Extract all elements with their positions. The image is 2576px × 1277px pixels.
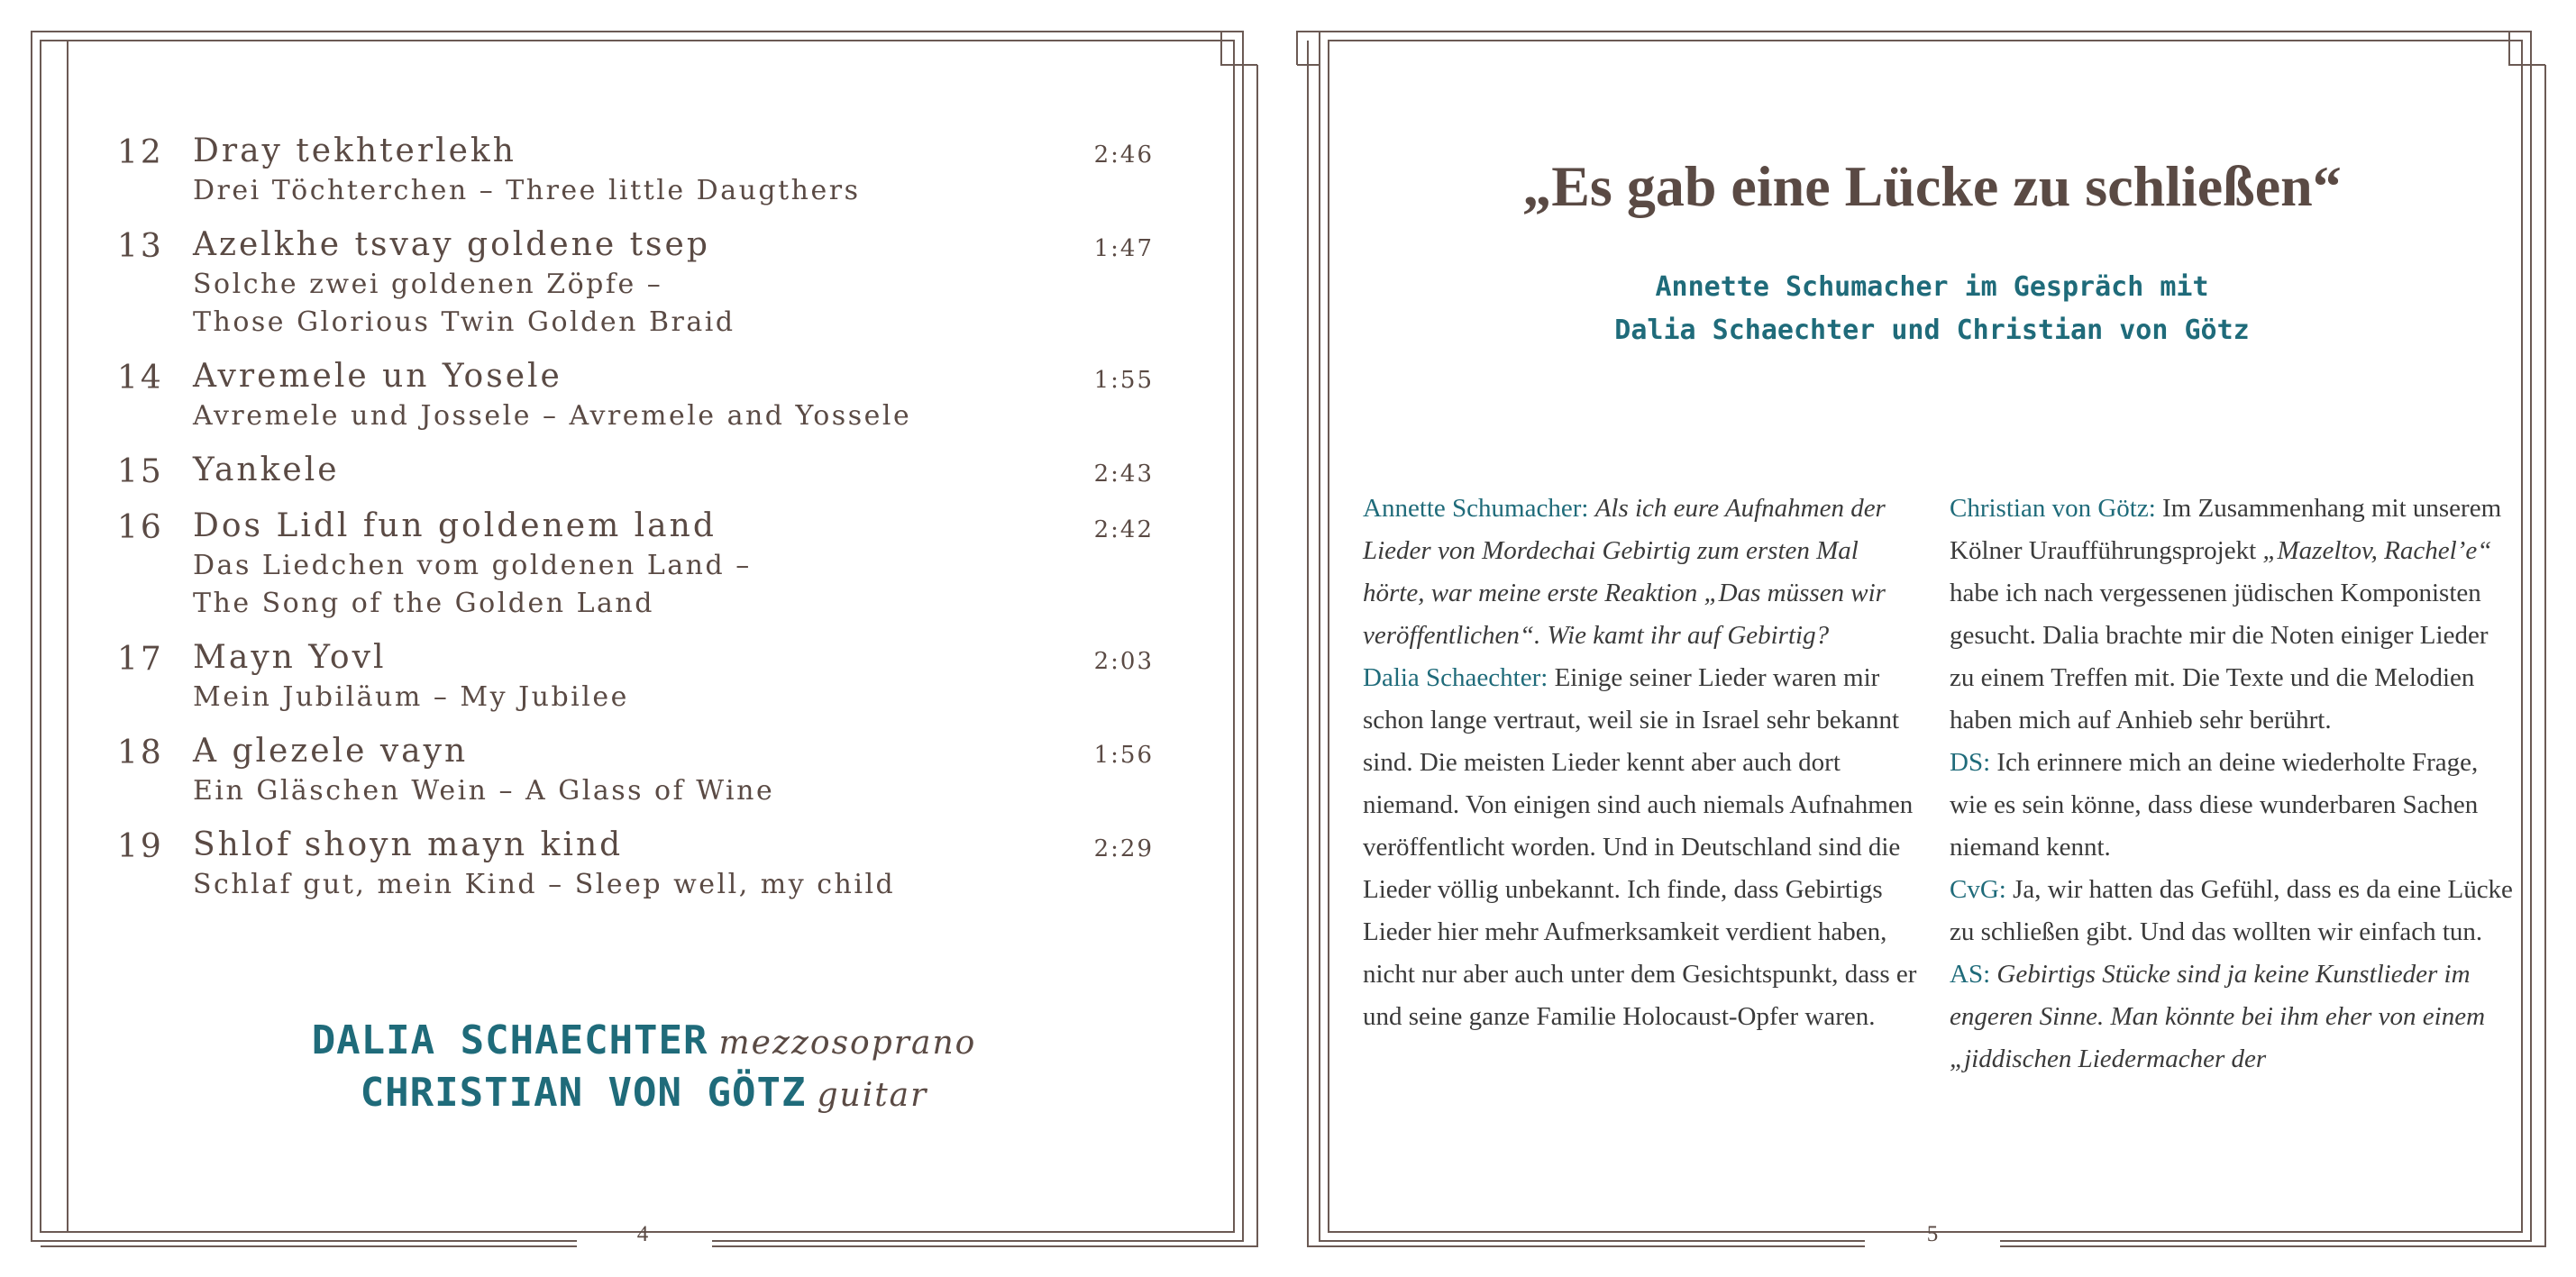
subtitle-line: Annette Schumacher im Gespräch mit <box>1655 271 2209 303</box>
track-subtitle: Mein Jubiläum – My Jubilee <box>193 681 629 713</box>
track-title: Dos Lidl fun goldenem land <box>193 507 717 544</box>
track-title: Mayn Yovl <box>193 639 387 676</box>
track-item <box>117 131 1154 210</box>
speaker-label: Annette Schumacher: <box>1363 494 1589 523</box>
track-item <box>117 731 1154 810</box>
interview-column-left <box>1363 488 1926 1038</box>
booklet-page-right <box>1288 0 2576 1277</box>
subtitle-line: Dalia Schaechter und Christian von Götz <box>1614 315 2250 346</box>
interview-paragraph <box>1950 488 2513 742</box>
answer-text: Einige seiner Lieder waren mir schon lange vertraut, weil sie in Israel sehr bekannt sind. Die meisten Lieder kennt aber auch dort niemand. Von einigen sind auch niemals Aufnahmen veröffentlicht worden. Und in Deutschland sind die Lieder völlig unbekannt. Ich finde, dass Gebirtigs Lieder hier mehr Aufmerksamkeit verdient haben, nicht nur aber auch unter dem Gesichtspunkt, dass er und seine ganze Familie Holocaust-Opfer waren. <box>1363 663 1917 1031</box>
page-number: 4 <box>636 1222 649 1246</box>
track-duration: 2:29 <box>1093 835 1154 862</box>
answer-text: Ich erinnere mich an deine wiederholte Frage, wie es sein könne, dass diese wunderbaren Sachen niemand kennt. <box>1950 748 2479 862</box>
track-duration: 2:03 <box>1093 648 1154 675</box>
question-text: Gebirtigs Stücke sind ja keine Kunstlieder im engeren Sinne. Man könnte bei ihm eher von einem „jiddischen Liedermacher der <box>1950 960 2486 1073</box>
answer-text: Im Zusammenhang mit unserem Kölner Uraufführungsprojekt <box>1950 494 2502 565</box>
credit-line <box>0 1067 1288 1119</box>
track-duration: 1:47 <box>1093 235 1154 262</box>
track-item <box>117 450 1154 491</box>
interview-paragraph <box>1363 657 1926 1038</box>
track-number: 12 <box>117 134 164 171</box>
track-duration: 2:42 <box>1093 516 1154 543</box>
project-title: „Mazeltov, Rachel’e“ <box>2262 536 2492 565</box>
track-item <box>117 825 1154 904</box>
answer-text: habe ich nach vergessenen jüdischen Komponisten gesucht. Dalia brachte mir die Noten einiger Lieder zu einem Treffen mit. Die Texte und die Melodien haben mich auf Anhieb sehr berührt. <box>1950 579 2489 734</box>
track-number: 15 <box>117 453 164 490</box>
performer-name: CHRISTIAN VON GÖTZ <box>360 1070 807 1116</box>
performer-credits <box>0 1015 1288 1119</box>
speaker-label: DS: <box>1950 748 1991 777</box>
track-title: Shlof shoyn mayn kind <box>193 826 624 863</box>
track-duration: 1:56 <box>1093 742 1154 769</box>
track-title: Dray tekhterlekh <box>193 132 516 169</box>
track-subtitle: Solche zwei goldenen Zöpfe – Those Glorious Twin Golden Braid <box>193 269 735 338</box>
track-number: 19 <box>117 828 164 865</box>
track-subtitle: Avremele und Jossele – Avremele and Yossele <box>193 400 912 432</box>
track-number: 13 <box>117 228 164 265</box>
track-subtitle: Drei Töchterchen – Three little Daugthers <box>193 175 861 206</box>
track-duration: 2:43 <box>1093 461 1154 488</box>
interview-paragraph <box>1363 488 1926 657</box>
track-subtitle: Ein Gläschen Wein – A Glass of Wine <box>193 775 775 807</box>
page-title: „Es gab eine Lücke zu schließen“ <box>1522 154 2342 218</box>
track-duration: 1:55 <box>1093 367 1154 394</box>
track-item <box>117 356 1154 435</box>
track-title: A glezele vayn <box>193 733 469 770</box>
track-number: 18 <box>117 734 164 771</box>
track-title: Yankele <box>193 452 340 488</box>
performer-role: guitar <box>817 1077 928 1114</box>
page-number: 5 <box>1926 1222 1939 1246</box>
performer-name: DALIA SCHAECHTER <box>311 1017 708 1063</box>
track-duration: 2:46 <box>1093 141 1154 169</box>
track-number: 16 <box>117 509 164 546</box>
speaker-label: Christian von Götz: <box>1950 494 2156 523</box>
speaker-label: CvG: <box>1950 875 2006 904</box>
interview-paragraph <box>1950 953 2513 1081</box>
performer-role: mezzosoprano <box>718 1025 977 1062</box>
credit-line <box>0 1015 1288 1067</box>
track-title: Azelkhe tsvay goldene tsep <box>193 226 710 263</box>
track-subtitle: Das Liedchen vom goldenen Land – The Song of the Golden Land <box>193 550 752 619</box>
speaker-label: Dalia Schaechter: <box>1363 663 1548 692</box>
track-title: Avremele un Yosele <box>193 358 562 395</box>
interview-column-right <box>1950 488 2513 1081</box>
track-item <box>117 506 1154 623</box>
track-item <box>117 637 1154 716</box>
speaker-label: AS: <box>1950 960 1991 989</box>
interview-paragraph <box>1950 742 2513 869</box>
track-number: 17 <box>117 641 164 678</box>
question-text: Als ich eure Aufnahmen der Lieder von Mordechai Gebirtig zum ersten Mal hörte, war meine erste Reaktion „Das müssen wir veröffentlichen“. Wie kamt ihr auf Gebirtig? <box>1363 494 1886 650</box>
interview-paragraph <box>1950 869 2513 953</box>
track-number: 14 <box>117 360 164 397</box>
track-subtitle: Schlaf gut, mein Kind – Sleep well, my child <box>193 869 896 900</box>
track-item <box>117 224 1154 342</box>
interview-subtitle <box>1288 266 2576 352</box>
answer-text: Ja, wir hatten das Gefühl, dass es da eine Lücke zu schließen gibt. Und das wollten wir einfach tun. <box>1950 875 2513 946</box>
track-list <box>117 131 1154 918</box>
